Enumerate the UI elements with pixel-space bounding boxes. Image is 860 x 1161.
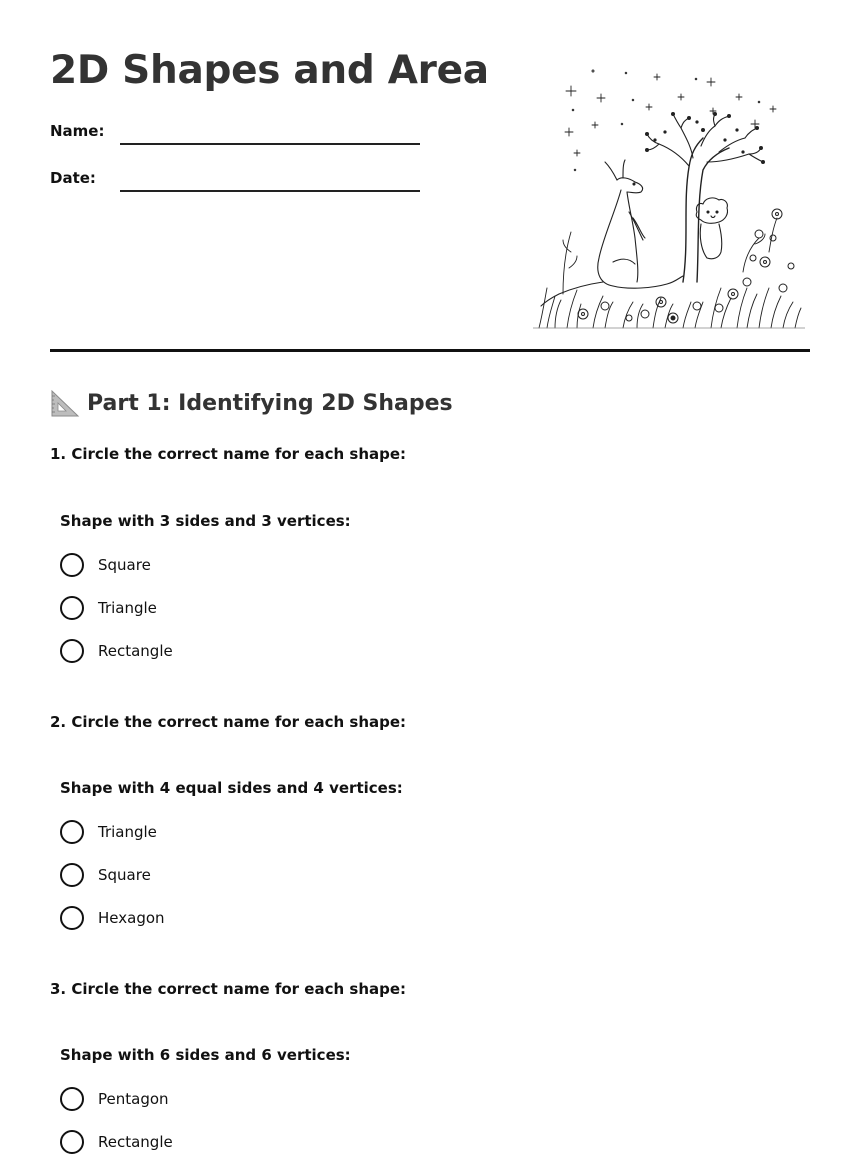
header-divider — [50, 349, 810, 352]
set-square-icon — [50, 388, 80, 418]
name-field-line[interactable] — [120, 143, 420, 145]
question-2-subprompt: Shape with 4 equal sides and 4 vertices: — [60, 779, 403, 797]
option-label: Hexagon — [98, 909, 165, 927]
question-1-prompt: 1. Circle the correct name for each shape: — [50, 445, 407, 463]
question-3-subprompt: Shape with 6 sides and 6 vertices: — [60, 1046, 351, 1064]
answer-bubble[interactable] — [60, 820, 84, 844]
question-3-option-1[interactable] — [60, 1087, 169, 1111]
option-label: Pentagon — [98, 1090, 169, 1108]
part1-heading — [50, 386, 453, 420]
question-1-option-2[interactable] — [60, 596, 157, 620]
date-label: Date: — [50, 169, 96, 187]
option-label: Square — [98, 556, 151, 574]
option-label: Rectangle — [98, 1133, 173, 1151]
answer-bubble[interactable] — [60, 553, 84, 577]
option-label: Rectangle — [98, 642, 173, 660]
option-label: Triangle — [98, 823, 157, 841]
question-2-option-3[interactable] — [60, 906, 165, 930]
option-label: Triangle — [98, 599, 157, 617]
kangaroo-koala-tree-illustration — [533, 62, 805, 330]
question-1-option-3[interactable] — [60, 639, 173, 663]
answer-bubble[interactable] — [60, 906, 84, 930]
question-3-prompt: 3. Circle the correct name for each shape: — [50, 980, 407, 998]
question-1-option-1[interactable] — [60, 553, 151, 577]
part1-heading-text: Part 1: Identifying 2D Shapes — [87, 390, 453, 416]
worksheet-title: 2D Shapes and Area — [50, 48, 489, 93]
option-label: Square — [98, 866, 151, 884]
answer-bubble[interactable] — [60, 1087, 84, 1111]
question-2-prompt: 2. Circle the correct name for each shape: — [50, 713, 407, 731]
answer-bubble[interactable] — [60, 863, 84, 887]
date-field-line[interactable] — [120, 190, 420, 192]
answer-bubble[interactable] — [60, 596, 84, 620]
question-3-option-2[interactable] — [60, 1130, 173, 1154]
question-2-option-2[interactable] — [60, 863, 151, 887]
question-1-subprompt: Shape with 3 sides and 3 vertices: — [60, 512, 351, 530]
name-label: Name: — [50, 122, 105, 140]
question-2-option-1[interactable] — [60, 820, 157, 844]
answer-bubble[interactable] — [60, 1130, 84, 1154]
answer-bubble[interactable] — [60, 639, 84, 663]
